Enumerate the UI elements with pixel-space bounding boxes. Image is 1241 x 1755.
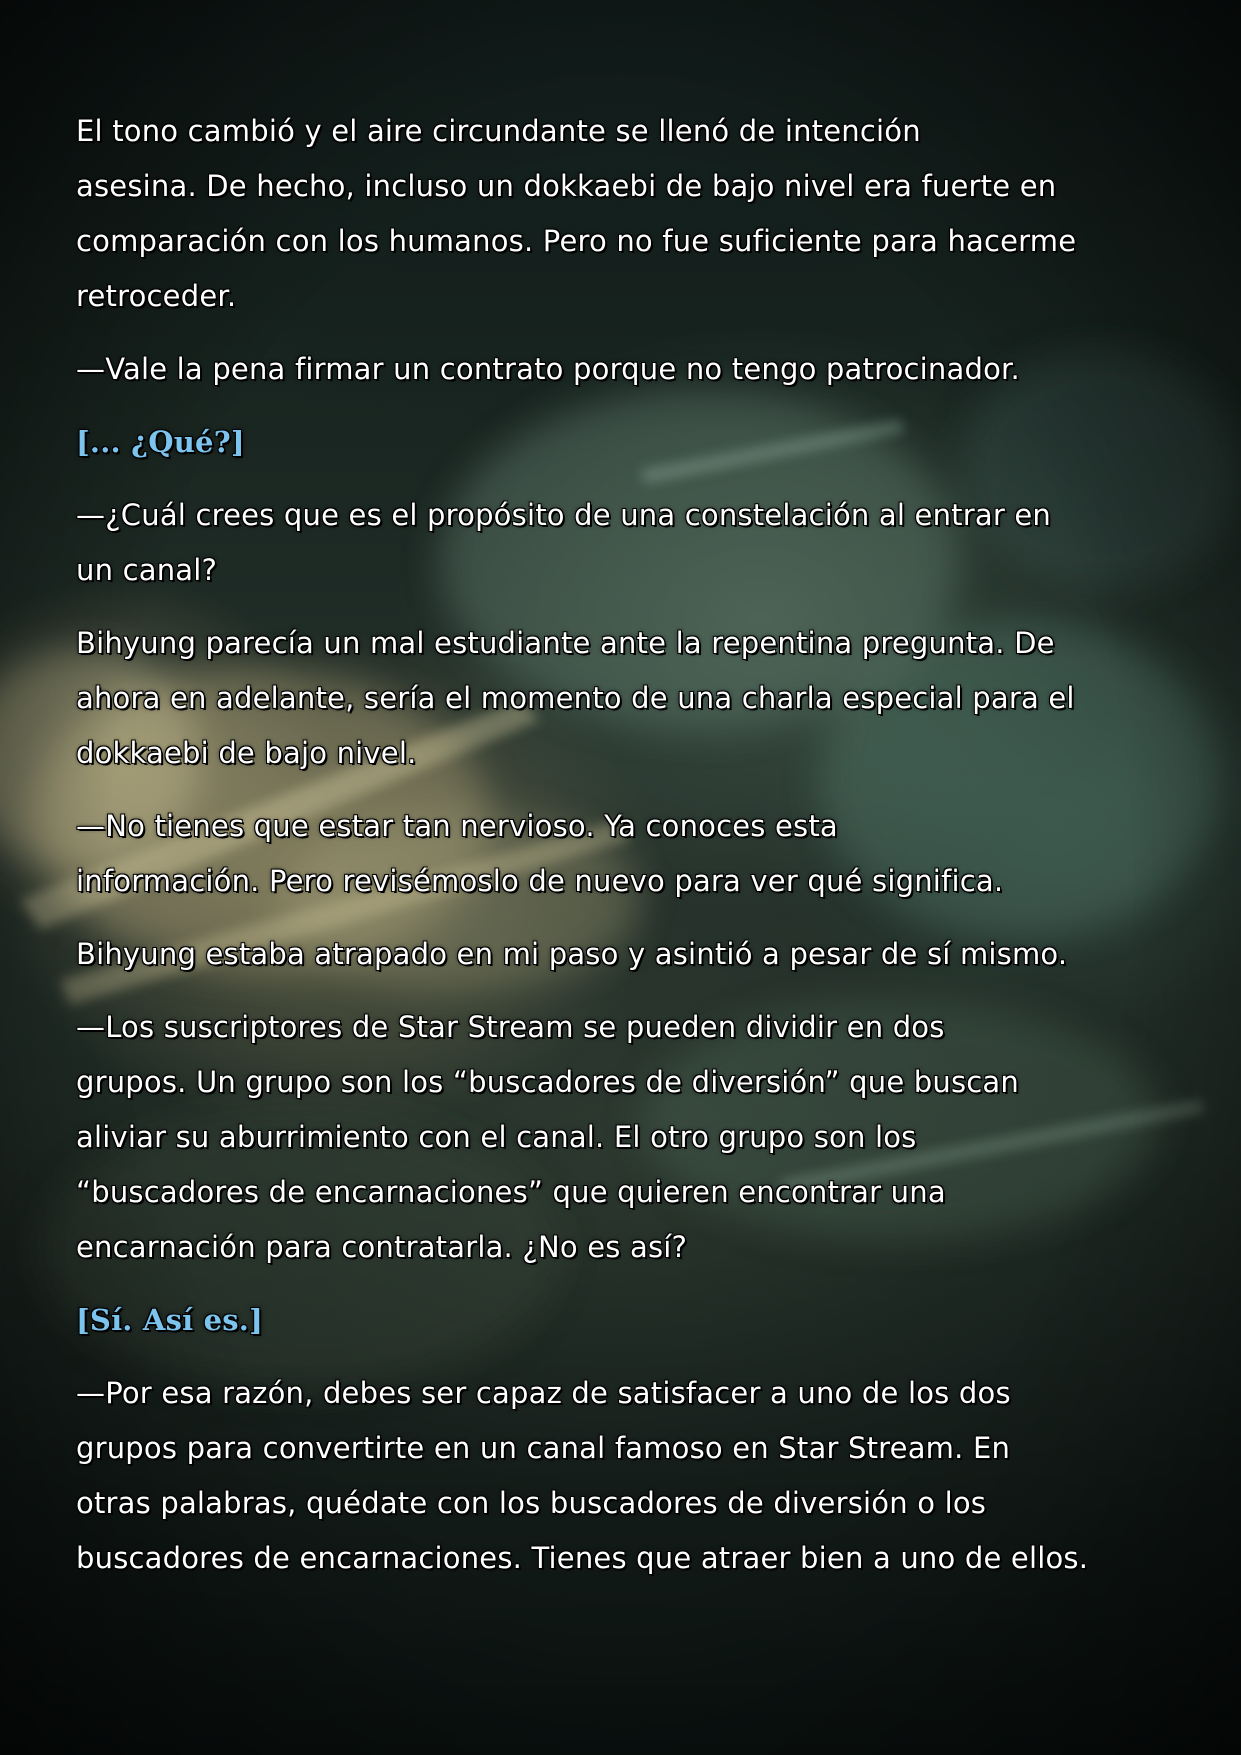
text-line: Bihyung estaba atrapado en mi paso y asintió a pesar de sí mismo. [76,937,1068,971]
dialogue-paragraph [76,488,1176,598]
dialogue-paragraph [76,799,1176,909]
text-line: aliviar su aburrimiento con el canal. El otro grupo son los [76,1120,917,1154]
text-line: —Por esa razón, debes ser capaz de satisfacer a uno de los dos [76,1376,1011,1410]
system-message [76,415,1176,470]
text-line: dokkaebi de bajo nivel. [76,736,417,770]
dialogue-paragraph [76,1000,1176,1275]
text-line: ahora en adelante, sería el momento de una charla especial para el [76,681,1075,715]
text-line: grupos para convertirte en un canal famoso en Star Stream. En [76,1431,1011,1465]
text-line: retroceder. [76,279,237,313]
text-line: “buscadores de encarnaciones” que quieren encontrar una [76,1175,946,1209]
text-line: —No tienes que estar tan nervioso. Ya conoces esta [76,809,838,843]
narration-paragraph [76,616,1176,781]
text-line: [Sí. Así es.] [76,1303,264,1337]
text-line: información. Pero revisémoslo de nuevo para ver qué significa. [76,864,1004,898]
text-line: un canal? [76,553,218,587]
text-line: [... ¿Qué?] [76,425,245,459]
text-line: —Vale la pena firmar un contrato porque no tengo patrocinador. [76,352,1020,386]
chapter-text [76,104,1176,1604]
text-line: encarnación para contratarla. ¿No es así? [76,1230,688,1264]
text-line: El tono cambió y el aire circundante se llenó de intención [76,114,921,148]
narration-paragraph [76,104,1176,324]
text-line: —¿Cuál crees que es el propósito de una constelación al entrar en [76,498,1051,532]
text-line: comparación con los humanos. Pero no fue suficiente para hacerme [76,224,1077,258]
dialogue-paragraph [76,342,1176,397]
system-message [76,1293,1176,1348]
text-line: asesina. De hecho, incluso un dokkaebi de bajo nivel era fuerte en [76,169,1057,203]
dialogue-paragraph [76,1366,1176,1586]
text-line: grupos. Un grupo son los “buscadores de diversión” que buscan [76,1065,1019,1099]
text-line: Bihyung parecía un mal estudiante ante la repentina pregunta. De [76,626,1055,660]
text-line: otras palabras, quédate con los buscadores de diversión o los [76,1486,987,1520]
text-line: buscadores de encarnaciones. Tienes que atraer bien a uno de ellos. [76,1541,1089,1575]
narration-paragraph [76,927,1176,982]
text-line: —Los suscriptores de Star Stream se pueden dividir en dos [76,1010,945,1044]
